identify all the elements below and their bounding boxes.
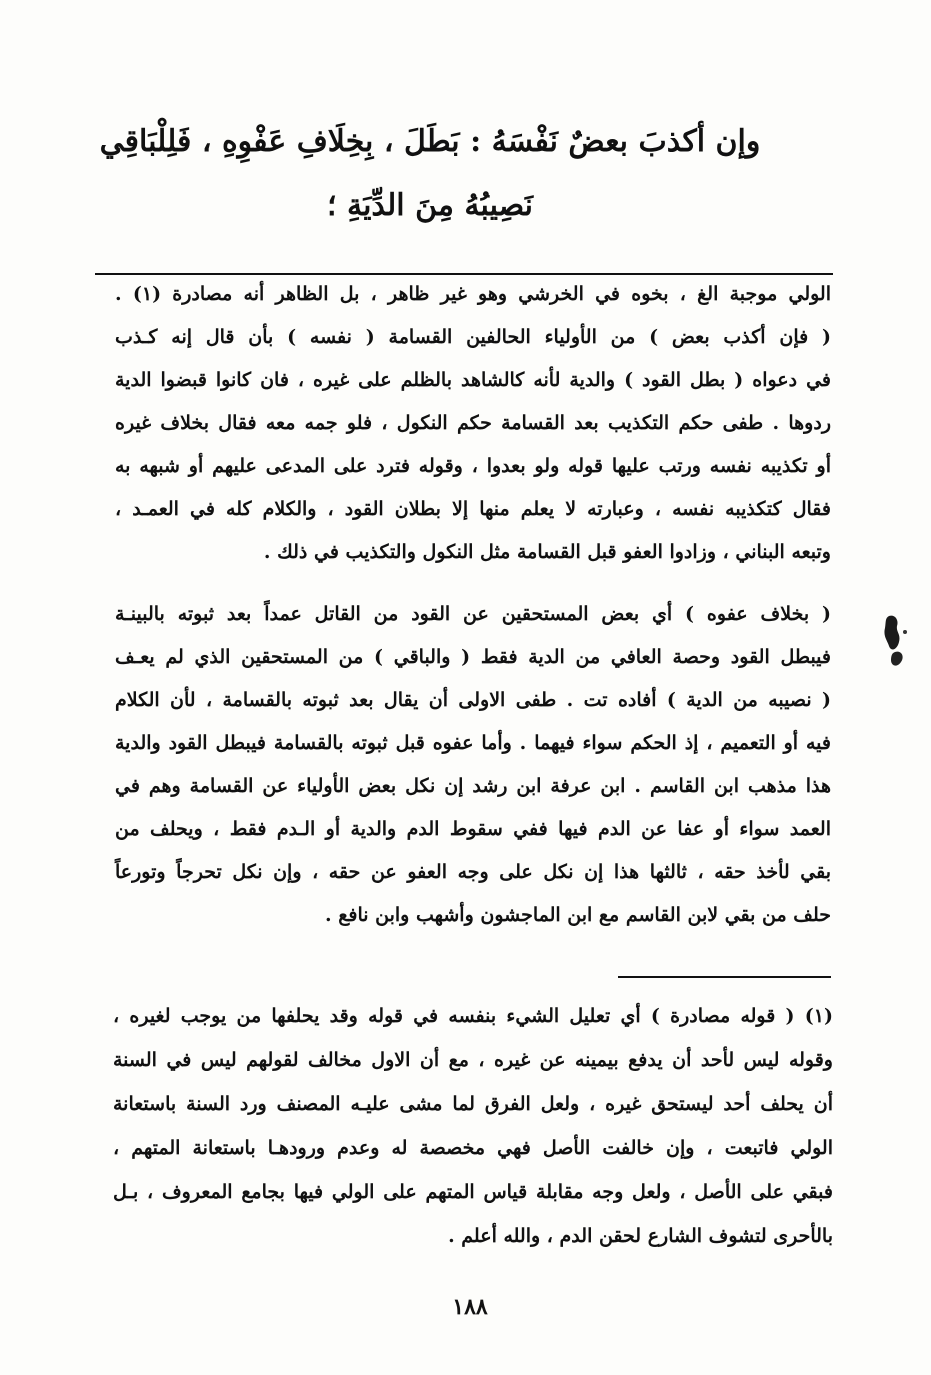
matn-line-1: وإن أكذبَ بعضٌ نَفْسَهُ : بَطَلَ ، بِخِلَافِ عَفْوِهِ ، فَلِلْبَاقِي <box>99 124 761 159</box>
commentary-line: ردوها . طفى حكم التكذيب بعد القسامة حكم النكول ، فلو جمه معه فقال بخلاف غيره <box>115 412 831 434</box>
footnote-line: أن يحلف أحد ليستحق غيره ، ولعل الفرق لما مشى عليـه المصنف ورد السنة باستعانة <box>113 1093 833 1115</box>
footnote-line: وقوله ليس لأحد أن يدفع بيمينه عن غيره ، مع أن الاول مخالف لقولهم ليس في السنة <box>113 1049 833 1071</box>
footnote-line: بالأحرى لتشوف الشارع لحقن الدم ، والله أعلم . <box>448 1225 833 1247</box>
commentary-line: فيبطل القود وحصة العافي من الدية فقط ( والباقي ) من المستحقين الذي لم يعـف <box>115 646 831 668</box>
header-divider <box>95 273 833 275</box>
commentary-line: أو تكذيبه نفسه ورتب عليها قوله ولو بعدوا ، وقوله فترد على المدعى عليهم أو شبهه به <box>115 455 831 477</box>
commentary-line: فقال كتكذيبه نفسه ، وعبارته لا يعلم منها إلا بطلان القود ، والكلام كله في العمـد ، <box>115 498 831 520</box>
footnote-line: فبقي على الأصل ، ولعل وجه مقابلة قياس المتهم على الولي فيها بجامع المعروف ، بـل <box>113 1181 833 1203</box>
matn-line-2: نَصِيبُهُ مِنَ الدِّيَةِ ؛ <box>327 188 533 223</box>
footnote-line: الولي فاتبعت ، وإن خالفت الأصل فهي مخصصة له وعدم ورودهـا باستعانة المتهم ، <box>113 1137 833 1159</box>
commentary-line: حلف من بقي لابن القاسم مع ابن الماجشون وأشهب وابن نافع . <box>325 904 831 926</box>
commentary-line: هذا مذهب ابن القاسم . ابن عرفة ابن رشد إن نكل بعض الأولياء عن القسامة وهم في <box>115 775 831 797</box>
commentary-line: في دعواه ( بطل القود ) والدية لأنه كالشاهد بالظلم على غيره ، فان كانوا قبضوا الدية <box>115 369 831 391</box>
commentary-line: فيه أو التعميم ، إذ الحكم سواء فيهما . وأما عفوه قبل ثبوته بالقسامة فيبطل القود والدية <box>115 732 831 754</box>
commentary-line: بقي لأخذ حقه ، ثالثها هذا إن نكل على وجه العفو عن حقه ، وإن نكل تحرجاً وتورعاً <box>115 861 831 883</box>
footnote-line: (١) ( قوله مصادرة ) أي تعليل الشيء بنفسه في قوله وقد يحلفها من يوجب لغيره ، <box>113 1005 833 1027</box>
page-number: ١٨٨ <box>452 1294 488 1320</box>
commentary-line: العمد سواء أو عفا عن الدم فيها ففي سقوط الدم والدية أو الـدم فقط ، ويحلف من <box>115 818 831 840</box>
ink-blot-mark <box>875 612 915 672</box>
commentary-line: ( بخلاف عفوه ) أي بعض المستحقين عن القود من القاتل عمداً بعد ثبوته بالبينـة <box>115 603 831 625</box>
footnote-divider <box>618 976 831 978</box>
commentary-line: ( فإن أكذب بعض ) من الأولياء الحالفين القسامة ( نفسه ) بأن قال إنه كـذب <box>115 326 831 348</box>
commentary-line: وتبعه البناني ، وزادوا العفو قبل القسامة مثل النكول والتكذيب في ذلك . <box>263 541 831 563</box>
commentary-line: الولي موجبة الغ ، بخوه في الخرشي وهو غير ظاهر ، بل الظاهر أنه مصادرة (١) . <box>115 283 831 305</box>
commentary-line: ( نصيبه من الدية ) أفاده تت . طفى الاولى أن يقال بعد ثبوته بالقسامة ، لأن الكلام <box>115 689 831 711</box>
